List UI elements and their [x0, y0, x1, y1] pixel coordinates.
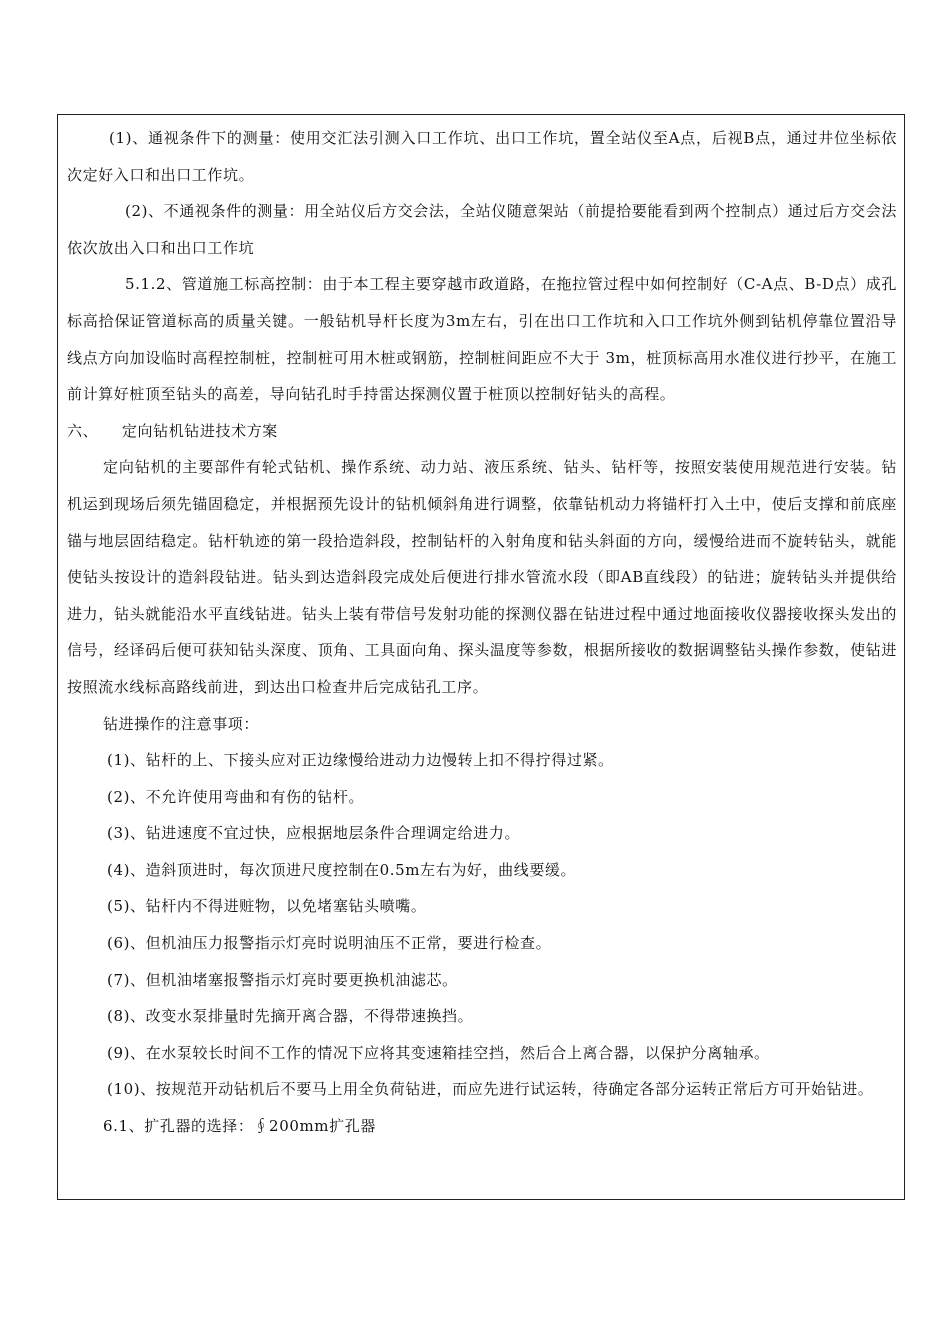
- paragraph-reamer-selection: 6.1、扩孔器的选择：∮200mm扩孔器: [103, 1117, 376, 1136]
- document-body: [67, 120, 897, 1145]
- paragraph-elevation-control: 5.1.2、管道施工标高控制：由于本工程主要穿越市政道路，在拖拉管过程中如何控制好（C-A点、B-D点）成孔标高拾保证管道标高的质量关键。一般钻机导杆长度为3m左右，引在出口工作坑和入口工作坑外侧到钻机停靠位置沿导线点方向加设临时高程控制桩，控制桩可用木桩或钢筋，控制桩间距应不大于 3m，桩顶标高用水准仪进行抄平，在施工前计算好桩顶至钻头的高差，导向钻孔时手持雷达探测仪置于桩顶以控制好钻头的高程。: [67, 275, 897, 404]
- paragraph-drilling-overview: 定向钻机的主要部件有轮式钻机、操作系统、动力站、液压系统、钻头、钻杆等，按照安装使用规范进行安装。钻机运到现场后须先锚固稳定，并根据预先设计的钻机倾斜角进行调整，依靠钻机动力将锚杆打入土中，使后支撑和前底座锚与地层固结稳定。钻杆轨迹的第一段拾造斜段，控制钻杆的入射角度和钻头斜面的方向，缓慢给进而不旋转钻头，就能使钻头按设计的造斜段钻进。钻头到达造斜段完成处后便进行排水管流水段（即AB直线段）的钻进；旋转钻头并提供给进力，钻头就能沿水平直线钻进。钻头上装有带信号发射功能的探测仪器在钻进过程中通过地面接收仪器接收探头发出的信号，经译码后便可获知钻头深度、顶角、工具面向角、探头温度等参数，根据所接收的数据调整钻头操作参数，使钻进按照流水线标高路线前进，到达出口检查井后完成钻孔工序。: [67, 458, 897, 696]
- list-item-note-3: (3)、钻进速度不宜过快，应根据地层条件合理调定给进力。: [107, 824, 521, 843]
- list-item-note-4: (4)、造斜顶进时，每次顶进尺度控制在0.5m左右为好，曲线要缓。: [107, 860, 577, 879]
- paragraph-survey-visible: (1)、通视条件下的测量：使用交汇法引测入口工作坑、出口工作坑，置全站仪至A点，后视B点，通过井位坐标依次定好入口和出口工作坑。: [67, 129, 897, 184]
- list-item-note-7: (7)、但机油堵塞报警指示灯亮时要更换机油滤芯。: [107, 970, 458, 989]
- list-item-note-10: (10)、按规范开动钻机后不要马上用全负荷钻进，而应先进行试运转，待确定各部分运转正常后方可开始钻进。: [107, 1080, 874, 1099]
- list-item-note-6: (6)、但机油压力报警指示灯亮时说明油压不正常，要进行检查。: [107, 934, 552, 953]
- paragraph-notes-heading: 钻进操作的注意事项：: [103, 714, 260, 733]
- paragraph-survey-invisible: (2)、不通视条件的测量：用全站仪后方交会法，全站仪随意架站（前提拾要能看到两个控制点）通过后方交会法依次放出入口和出口工作坑: [67, 202, 897, 257]
- list-item-note-9: (9)、在水泵较长时间不工作的情况下应将其变速箱挂空挡，然后合上离合器，以保护分离轴承。: [107, 1043, 770, 1062]
- list-item-note-1: (1)、钻杆的上、下接头应对正边缘慢给进动力边慢转上扣不得拧得过紧。: [107, 751, 614, 770]
- list-item-note-5: (5)、钻杆内不得进赃物，以免堵塞钻头喷嘴。: [107, 897, 427, 916]
- list-item-note-8: (8)、改变水泵排量时先摘开离合器，不得带速换挡。: [107, 1007, 474, 1026]
- section-heading-drilling-plan: 六、 定向钻机钻进技术方案: [67, 421, 278, 440]
- list-item-note-2: (2)、不允许使用弯曲和有伤的钻杆。: [107, 787, 365, 806]
